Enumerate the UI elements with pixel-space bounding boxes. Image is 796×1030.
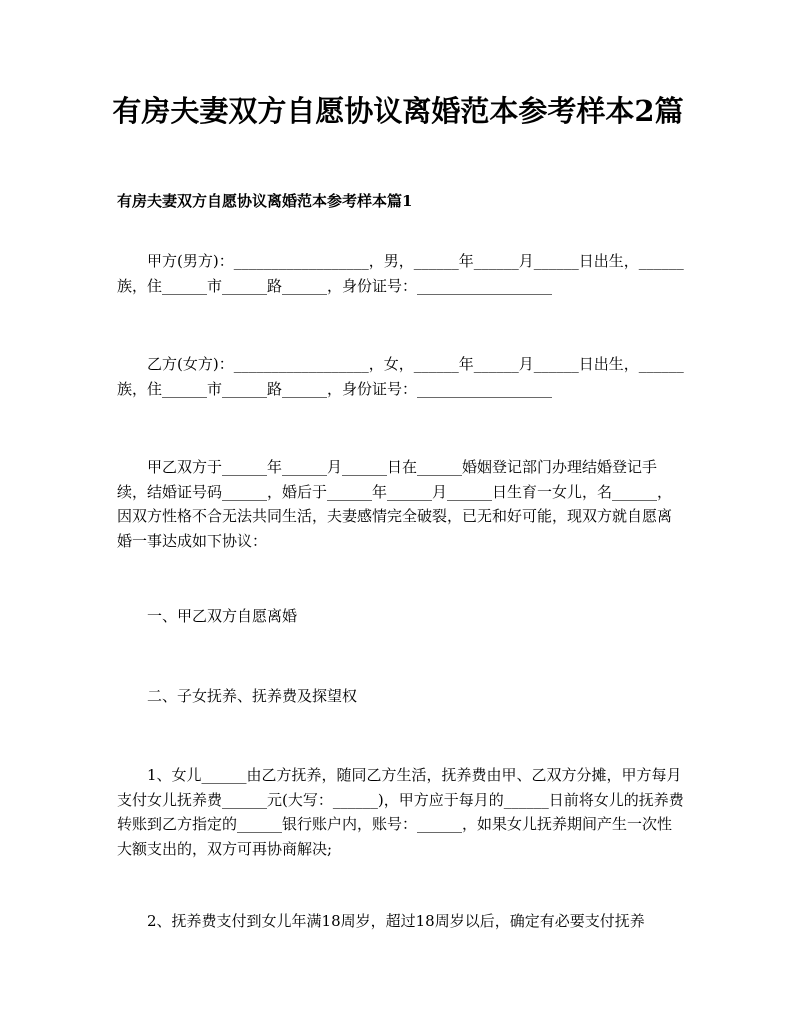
party-a-paragraph: 甲方(男方)：__________________，男，______年______月______日出生，______族，住______市______路______，身份证号：__________________	[117, 252, 684, 295]
document-title: 有房夫妻双方自愿协议离婚范本参考样本2篇	[112, 94, 684, 128]
clause-2-2-paragraph: 2、抚养费支付到女儿年满18周岁，超过18周岁以后，确定有必要支付抚养	[147, 912, 645, 930]
marriage-info-paragraph: 甲乙双方于______年______月______日在______婚姻登记部门办理结婚登记手续，结婚证号码______，婚后于______年______月______日生育一女儿，名______，因双方性格不合无法共同生活，夫妻感情完全破裂，已无和好可能，现双方就自愿离婚一事达成如下协议：	[117, 458, 673, 550]
party-b-paragraph: 乙方(女方)：__________________，女，______年______月______日出生，______族，住______市______路______，身份证号：__________________	[117, 355, 684, 398]
clause-one-heading: 一、甲乙双方自愿离婚	[147, 607, 298, 625]
section-subtitle: 有房夫妻双方自愿协议离婚范本参考样本篇1	[117, 192, 413, 210]
clause-2-1-paragraph: 1、女儿______由乙方抚养，随同乙方生活，抚养费由甲、乙双方分摊，甲方每月支付女儿抚养费______元(大写：______)，甲方应于每月的______日前将女儿的抚养费转账到乙方指定的______银行账户内，账号：______，如果女儿抚养期间产生一次性大额支出的，双方可再协商解决;	[117, 766, 684, 858]
clause-two-heading: 二、子女抚养、抚养费及探望权	[147, 687, 358, 705]
